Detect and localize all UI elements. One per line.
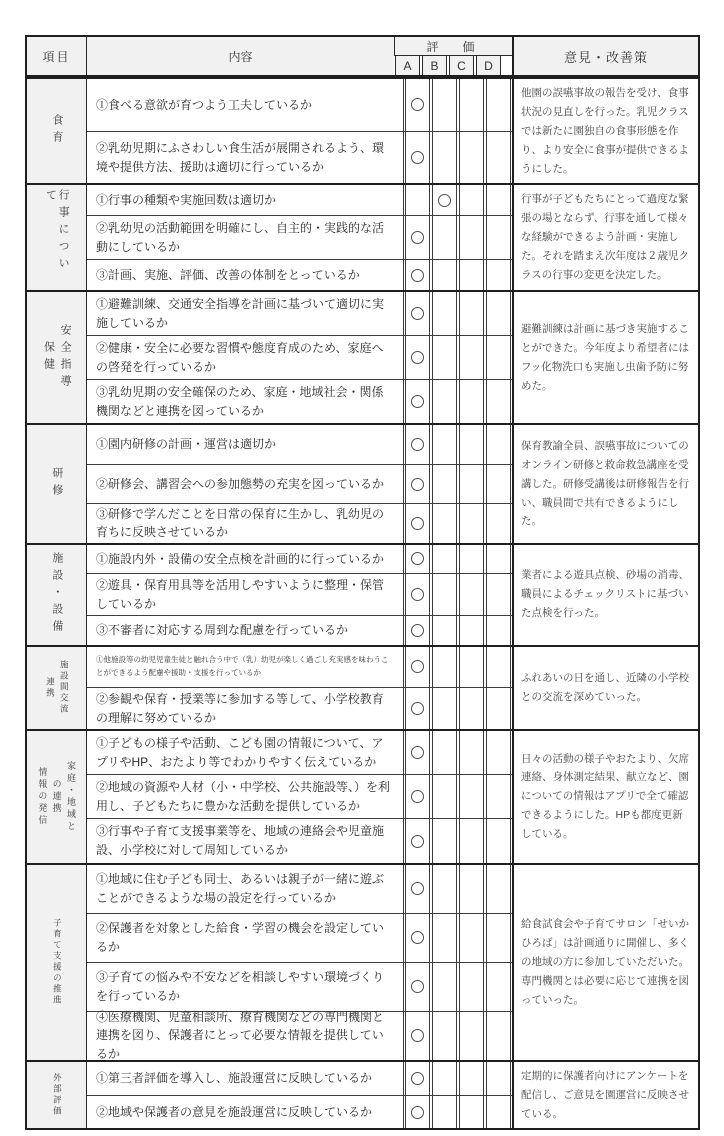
grade-cell-b: [432, 1062, 457, 1095]
section-items: [87, 865, 512, 1060]
category-label-text: 連携: [45, 676, 56, 699]
section-childcare-support: [27, 863, 698, 1060]
category-label-text: の連携: [51, 778, 62, 815]
header-evaluation-group: [394, 37, 512, 75]
category-label-text: 施設間交流: [59, 660, 70, 716]
grade-cell-a: [405, 865, 430, 913]
grade-cell-d: [486, 336, 511, 379]
grade-cell-c: [459, 216, 484, 259]
grade-cell-c: [459, 336, 484, 379]
evaluation-item-row: [87, 962, 512, 1011]
grade-cell-d: [486, 1012, 511, 1060]
header-grade-b: B: [422, 56, 447, 75]
comment-cell: [512, 731, 698, 863]
header-grade-row: [394, 56, 512, 75]
grade-cell-b: [432, 465, 457, 503]
section-training: [27, 423, 698, 542]
evaluation-item-row: [87, 503, 512, 542]
grade-cells: [404, 616, 512, 645]
grade-cell-a: [405, 380, 430, 423]
comment-cell: [512, 185, 698, 289]
item-text: ③乳幼児期の安全確保のため、家庭・地域社会・関係機関などと連携を図っているか: [87, 380, 404, 423]
item-text: ③行事や子育て支援事業等を、地域の連絡会や児童施設、小学校に対して周知しているか: [87, 819, 404, 862]
evaluation-item-row: [87, 731, 512, 774]
grade-cell-b: [432, 504, 457, 542]
grade-circle: [411, 660, 424, 673]
comment-cell: [512, 79, 698, 183]
comment-cell: [512, 545, 698, 645]
category-label: [27, 79, 87, 183]
grade-cell-a: [405, 1012, 430, 1060]
comment-text: 定期的に保護者向けにアンケートを配信し、ご意見を園運営に反映させている。: [521, 1069, 689, 1120]
header-item: 項目: [27, 37, 87, 75]
evaluation-item-row: [87, 215, 512, 259]
grade-cells: [404, 688, 512, 729]
grade-cell-c: [459, 865, 484, 913]
grade-cell-b: [432, 79, 457, 131]
grade-cell-b: [432, 775, 457, 818]
grade-circle: [411, 351, 424, 364]
grade-cell-b: [432, 380, 457, 423]
comment-cell: [512, 647, 698, 729]
section-facility-exchange: [27, 645, 698, 729]
evaluation-item-row: [87, 464, 512, 503]
grade-cell-b: [432, 132, 457, 184]
category-label-text: 施設・設備: [50, 552, 63, 638]
category-label-text: 研修: [50, 467, 63, 502]
grade-cell-b: [432, 1012, 457, 1060]
grade-cell-a: [405, 504, 430, 542]
grade-cell-a: [405, 731, 430, 774]
grade-cell-c: [459, 914, 484, 962]
item-text: ②参観や保育・授業等に参加する等して、小学校教育の理解に努めているか: [87, 688, 404, 729]
grade-cell-d: [486, 819, 511, 862]
grade-circle: [411, 151, 424, 164]
section-items: [87, 1062, 512, 1129]
grade-cells: [404, 504, 512, 542]
grade-cell-d: [486, 865, 511, 913]
grade-cell-a: [405, 914, 430, 962]
evaluation-item-row: [87, 79, 512, 131]
header-grade-d: D: [476, 56, 501, 75]
item-text: ②地域の資源や人材（小・中学校、公共施設等、）を利用し、子どもたちに豊かな活動を提供しているか: [87, 775, 404, 818]
evaluation-item-row: [87, 774, 512, 818]
header-grade-a: A: [395, 56, 420, 75]
evaluation-item-row: [87, 1011, 512, 1060]
grade-cell-b: [432, 185, 457, 215]
grade-circle: [411, 1029, 424, 1042]
grade-cell-c: [459, 132, 484, 184]
grade-circle: [411, 98, 424, 111]
category-label: [27, 647, 87, 729]
category-label-text: 食育: [50, 114, 63, 149]
grade-cell-c: [459, 1096, 484, 1129]
section-items: [87, 79, 512, 183]
grade-circle: [411, 624, 424, 637]
grade-cell-a: [405, 465, 430, 503]
grade-cell-a: [405, 132, 430, 184]
grade-cell-c: [459, 1062, 484, 1095]
evaluation-item-row: [87, 647, 512, 687]
grade-cell-a: [405, 216, 430, 259]
grade-circle: [411, 269, 424, 282]
grade-cells: [404, 260, 512, 289]
grade-cells: [404, 647, 512, 687]
grade-cell-b: [432, 865, 457, 913]
grade-cell-b: [432, 616, 457, 645]
grade-cell-c: [459, 425, 484, 463]
grade-cell-c: [459, 1012, 484, 1060]
comment-text: 給食試食会や子育てサロン「せいかひろば」は計画通りに開催し、多くの地域の方に参加していただいた。専門機関とは必要に応じて連携を図っていった。: [521, 917, 689, 1006]
comment-text: 日々の活動の様子やおたより、欠席連絡、身体測定結果、献立など、園についての情報はアプリで全て確認できるようにした。HPも都度更新している。: [521, 752, 689, 841]
evaluation-item-row: [87, 545, 512, 574]
grade-cell-a: [405, 688, 430, 729]
category-label-text: 子育て支援の推進: [52, 918, 63, 1007]
grade-cells: [404, 292, 512, 335]
category-label: [27, 292, 87, 424]
grade-cell-a: [405, 545, 430, 574]
grade-cell-d: [486, 465, 511, 503]
category-label-text: 保健: [42, 340, 55, 375]
grade-cell-d: [486, 79, 511, 131]
grade-cell-a: [405, 260, 430, 289]
grade-cells: [404, 865, 512, 913]
grade-cell-c: [459, 819, 484, 862]
grade-cell-d: [486, 292, 511, 335]
grade-cell-c: [459, 292, 484, 335]
grade-circle: [438, 194, 451, 207]
grade-cell-c: [459, 185, 484, 215]
grade-cells: [404, 380, 512, 423]
grade-cell-d: [486, 574, 511, 615]
grade-cell-d: [486, 504, 511, 542]
grade-cell-b: [432, 963, 457, 1011]
header-content: 内容: [87, 37, 394, 75]
evaluation-item-row: [87, 818, 512, 862]
comment-text: ふれあいの日を通し、近隣の小学校との交流を深めていった。: [521, 672, 689, 703]
grade-cell-c: [459, 465, 484, 503]
grade-cell-b: [432, 336, 457, 379]
item-text: ③計画、実施、評価、改善の体制をとっているか: [87, 260, 404, 289]
section-family-community: [27, 729, 698, 863]
grade-cell-d: [486, 216, 511, 259]
grade-cells: [404, 963, 512, 1011]
grade-cells: [404, 336, 512, 379]
grade-cell-a: [405, 574, 430, 615]
header-opinion: 意見・改善策: [512, 37, 698, 75]
grade-cell-d: [486, 688, 511, 729]
evaluation-item-row: [87, 573, 512, 615]
grade-cell-d: [486, 914, 511, 962]
grade-circle: [411, 231, 424, 244]
grade-circle: [411, 931, 424, 944]
grade-circle: [411, 1072, 424, 1085]
grade-cell-d: [486, 185, 511, 215]
grade-cells: [404, 216, 512, 259]
section-items: [87, 185, 512, 289]
grade-cell-c: [459, 260, 484, 289]
grade-cell-d: [486, 260, 511, 289]
grade-circle: [411, 746, 424, 759]
grade-circle: [411, 478, 424, 491]
category-label: [27, 425, 87, 542]
grade-cell-b: [432, 1096, 457, 1129]
item-text: ③不審者に対応する周到な配慮を行っているか: [87, 616, 404, 645]
grade-cell-b: [432, 292, 457, 335]
grade-cell-d: [486, 1062, 511, 1095]
grade-cell-d: [486, 616, 511, 645]
evaluation-item-row: [87, 185, 512, 215]
section-items: [87, 647, 512, 729]
evaluation-item-row: [87, 131, 512, 184]
category-label: [27, 731, 87, 863]
grade-cell-a: [405, 79, 430, 131]
item-text: ②健康・安全に必要な習慣や態度育成のため、家庭への啓発を行っているか: [87, 336, 404, 379]
grade-circle: [411, 438, 424, 451]
grade-cells: [404, 1096, 512, 1129]
grade-cell-a: [405, 963, 430, 1011]
grade-cell-b: [432, 731, 457, 774]
item-text: ②乳幼児の活動範囲を明確にし、自主的・実践的な活動にしているか: [87, 216, 404, 259]
grade-cell-a: [405, 1096, 430, 1129]
comment-cell: [512, 292, 698, 424]
grade-cell-c: [459, 963, 484, 1011]
item-text: ①他施設等の幼児児童生徒と触れ合う中で（乳）幼児が楽しく過ごし充実感を味わうことができるよう配慮や援助・支援を行っているか: [87, 647, 404, 687]
item-text: ②研修会、講習会への参加態勢の充実を図っているか: [87, 465, 404, 503]
evaluation-item-row: [87, 1062, 512, 1095]
item-text: ②乳幼児期にふさわしい食生活が展開されるよう、環境や提供方法、援助は適切に行っているか: [87, 132, 404, 184]
item-text: ②保護者を対象とした給食・学習の機会を設定しているか: [87, 914, 404, 962]
grade-cells: [404, 132, 512, 184]
grade-cell-b: [432, 425, 457, 463]
item-text: ②遊具・保育用具等を活用しやすいように整理・保管しているか: [87, 574, 404, 615]
evaluation-table: [25, 35, 700, 1130]
category-label: [27, 545, 87, 645]
comment-text: 業者による遊具点検、砂場の消毒、職員によるチェックリストに基づいた点検を行った。: [521, 569, 689, 620]
evaluation-item-row: [87, 379, 512, 423]
grade-cell-c: [459, 504, 484, 542]
category-label: [27, 865, 87, 1060]
grade-cell-c: [459, 616, 484, 645]
grade-cell-c: [459, 380, 484, 423]
grade-cell-a: [405, 616, 430, 645]
item-text: ③研修で学んだことを日常の保育に生かし、乳幼児の育ちに反映させているか: [87, 504, 404, 542]
grade-cell-c: [459, 775, 484, 818]
grade-cell-c: [459, 647, 484, 687]
category-label-text: 家庭・地域と: [66, 760, 77, 833]
grade-circle: [411, 588, 424, 601]
category-label: [27, 1062, 87, 1129]
category-label-text: 情報の発信: [37, 766, 48, 827]
section-safety-health: [27, 290, 698, 424]
item-text: ①子どもの様子や活動、こども園の情報について、アプリやHP、おたより等でわかりやすく伝えているか: [87, 731, 404, 774]
grade-cells: [404, 1012, 512, 1060]
table-header: [27, 37, 698, 77]
grade-cell-a: [405, 775, 430, 818]
grade-cell-a: [405, 425, 430, 463]
item-text: ①避難訓練、交通安全指導を計画に基づいて適切に実施しているか: [87, 292, 404, 335]
comment-text: 他園の誤嚥事故の報告を受け、食事状況の見直しを行った。乳児クラスでは新たに園独自の食事形態を作り、より安全に食事が提供できるようにした。: [521, 87, 689, 175]
comment-text: 避難訓練は計画に基づき実施することができた。今年度より希望者にはフッ化物洗口も実施し虫歯予防に努めた。: [521, 322, 689, 392]
evaluation-item-row: [87, 1095, 512, 1129]
grade-cells: [404, 1062, 512, 1095]
grade-cell-b: [432, 260, 457, 289]
category-label-text: 安全指導: [59, 323, 72, 392]
grade-circle: [411, 307, 424, 320]
grade-circle: [411, 835, 424, 848]
grade-cell-b: [432, 647, 457, 687]
grade-circle: [411, 882, 424, 895]
item-text: ④医療機関、児童相談所、療育機関などの専門機関と連携を図り、保護者にとって必要な情報を提供しているか: [87, 1012, 404, 1060]
grade-circle: [411, 395, 424, 408]
grade-cell-a: [405, 819, 430, 862]
grade-cell-a: [405, 185, 430, 215]
grade-circle: [411, 552, 424, 565]
item-text: ③子育ての悩みや不安などを相談しやすい環境づくりを行っているか: [87, 963, 404, 1011]
grade-cells: [404, 819, 512, 862]
comment-cell: [512, 425, 698, 542]
item-text: ①行事の種類や実施回数は適切か: [87, 185, 404, 215]
comment-cell: [512, 1062, 698, 1129]
category-label-text: 行事について: [44, 189, 70, 275]
grade-circle: [411, 702, 424, 715]
section-external-evaluation: [27, 1060, 698, 1129]
grade-cell-a: [405, 647, 430, 687]
grade-cells: [404, 545, 512, 574]
grade-cell-a: [405, 336, 430, 379]
evaluation-item-row: [87, 615, 512, 645]
grade-circle: [411, 1106, 424, 1119]
grade-circle: [411, 790, 424, 803]
comment-text: 行事が子どもたちにとって過度な緊張の場とならず、行事を通して様々な経験ができるよう計画・実施した。それを踏まえ次年度は２歳児クラスの行事の変更を決定した。: [521, 193, 689, 282]
grade-cell-d: [486, 647, 511, 687]
grade-cell-d: [486, 380, 511, 423]
grade-circle: [411, 980, 424, 993]
section-items: [87, 545, 512, 645]
grade-cell-c: [459, 731, 484, 774]
grade-cells: [404, 79, 512, 131]
grade-cells: [404, 775, 512, 818]
grade-circle: [411, 517, 424, 530]
category-label: [27, 185, 87, 289]
grade-cell-d: [486, 1096, 511, 1129]
evaluation-item-row: [87, 259, 512, 289]
grade-cell-c: [459, 545, 484, 574]
grade-cells: [404, 731, 512, 774]
evaluation-item-row: [87, 335, 512, 379]
section-events: [27, 183, 698, 289]
grade-cell-d: [486, 731, 511, 774]
grade-cell-c: [459, 688, 484, 729]
section-items: [87, 731, 512, 863]
comment-cell: [512, 865, 698, 1060]
category-label-text: 外部評価: [52, 1073, 63, 1118]
grade-cell-c: [459, 574, 484, 615]
grade-cell-d: [486, 545, 511, 574]
grade-cells: [404, 185, 512, 215]
grade-cell-b: [432, 574, 457, 615]
grade-cell-a: [405, 292, 430, 335]
evaluation-item-row: [87, 425, 512, 463]
comment-text: 保育教諭全員、誤嚥事故についてのオンライン研修と救命救急講座を受講した。研修受講後は研修報告を行い、職員間で共有できるようにした。: [521, 439, 689, 528]
evaluation-item-row: [87, 292, 512, 335]
grade-cell-d: [486, 132, 511, 184]
section-items: [87, 425, 512, 542]
item-text: ②地域や保護者の意見を施設運営に反映しているか: [87, 1096, 404, 1129]
section-facilities: [27, 543, 698, 645]
evaluation-item-row: [87, 865, 512, 913]
grade-cell-b: [432, 216, 457, 259]
grade-cells: [404, 914, 512, 962]
grade-cells: [404, 465, 512, 503]
grade-cell-b: [432, 914, 457, 962]
item-text: ①園内研修の計画・運営は適切か: [87, 425, 404, 463]
item-text: ①食べる意欲が育つよう工夫しているか: [87, 79, 404, 131]
item-text: ①地域に住む子ども同士、あるいは親子が一緒に遊ぶことができるような場の設定を行っているか: [87, 865, 404, 913]
grade-cell-b: [432, 688, 457, 729]
grade-cell-a: [405, 1062, 430, 1095]
evaluation-item-row: [87, 687, 512, 729]
grade-cell-c: [459, 79, 484, 131]
grade-cell-b: [432, 819, 457, 862]
grade-cell-b: [432, 545, 457, 574]
evaluation-item-row: [87, 913, 512, 962]
section-items: [87, 292, 512, 424]
grade-cell-d: [486, 775, 511, 818]
item-text: ①施設内外・設備の安全点検を計画的に行っているか: [87, 545, 404, 574]
grade-cells: [404, 574, 512, 615]
header-grade-c: C: [449, 56, 474, 75]
header-evaluation: 評 価: [394, 37, 512, 56]
grade-cells: [404, 425, 512, 463]
item-text: ①第三者評価を導入し、施設運営に反映しているか: [87, 1062, 404, 1095]
grade-cell-d: [486, 963, 511, 1011]
section-food-education: [27, 77, 698, 183]
grade-cell-d: [486, 425, 511, 463]
